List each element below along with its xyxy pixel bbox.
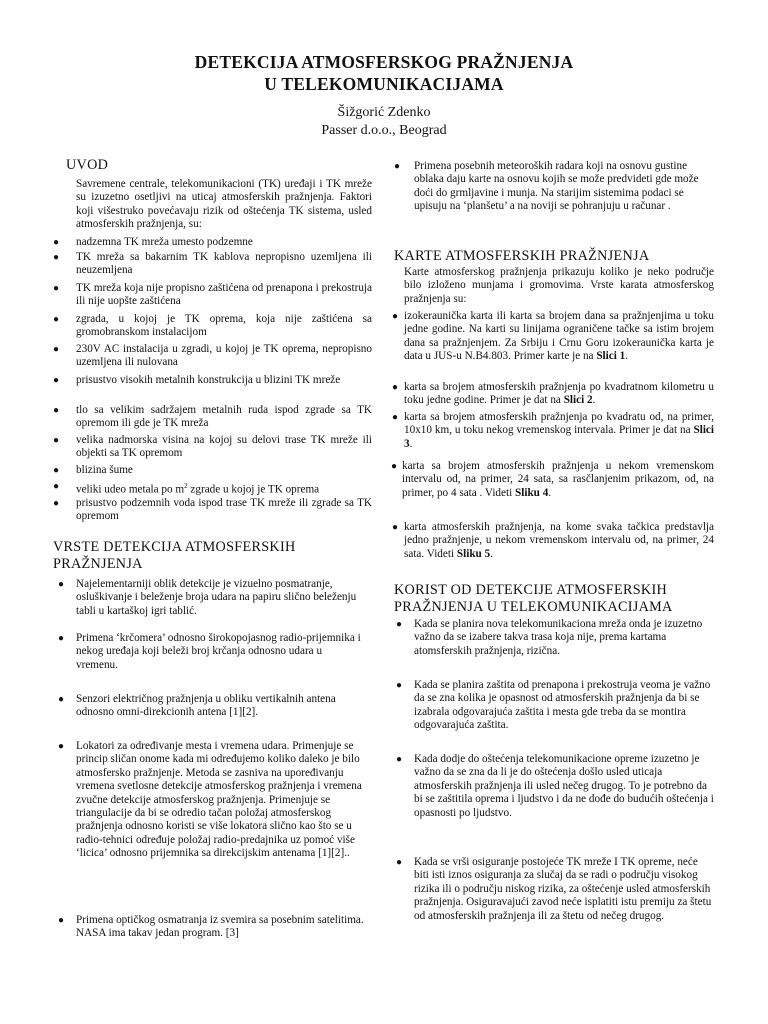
list-item: prisustvo podzemnih voda ispod trase TK mreže ili zgrade sa TK opremom <box>76 497 372 523</box>
bullet-icon: ● <box>396 680 403 691</box>
metal-item-tail: zgrade u kojoj je TK oprema <box>187 483 320 496</box>
bullet-icon: ● <box>392 522 399 533</box>
bullet-icon: ● <box>58 633 65 644</box>
section-heading-karte: KARTE ATMOSFERSKIH PRAŽNJENJA <box>394 248 650 264</box>
bullet-icon: ● <box>396 754 403 765</box>
uvod-intro-paragraph: Savremene centrale, telekomunikacioni (TK) uređaji i TK mreže su izuzetno osetljivi na uticaj atmosferskih pražnjenja. Faktori koji višestruko povećavaju rizik od oštećenja TK sistema, usled atmosferskih pražnjenja, su: <box>76 178 372 231</box>
bullet-icon: ● <box>392 311 399 322</box>
list-item <box>404 411 714 451</box>
karte-item-tail: . <box>548 486 552 499</box>
bullet-icon: ● <box>58 741 65 752</box>
karte-item-text: karta sa brojem atmosferskih pražnjenja po kvadratu od, na primer, 10x10 km, u toku nekog vremenskog intervala. Primer je dat na <box>404 411 714 437</box>
bullet-icon: ● <box>53 498 60 509</box>
figure-reference: Slici 3 <box>404 424 714 450</box>
list-item: zgrada, u kojoj je TK oprema, koja nije zaštićena sa gromobranskom instalacijom <box>76 313 372 339</box>
list-item: blizina šume <box>76 464 133 476</box>
karte-item-text: karta sa brojem atmosferskih pražnjenja po kvadratnom kilometru u toku jedne godine. Primer je dat na <box>404 381 714 407</box>
bullet-icon: ● <box>396 619 403 630</box>
bullet-icon: ● <box>58 579 65 590</box>
figure-reference: Slici 2 <box>563 394 593 407</box>
list-item: 230V AC instalacija u zgradi, u kojoj je TK oprema, nepropisno uzemljena ili nulovana <box>76 343 372 369</box>
list-item <box>76 480 372 497</box>
list-item: TK mreža sa bakarnim TK kablova nepropisno uzemljena ili neuzemljena <box>76 251 372 277</box>
metal-item-text: veliki udeo metala po m <box>76 483 185 496</box>
superscript-2: 2 <box>184 482 188 490</box>
list-item: tlo sa velikim sadržajem metalnih ruda ispod zgrade sa TK opremom ili gde je TK mreža <box>76 404 372 430</box>
section-heading-korist-line-1: KORIST OD DETEKCIJE ATMOSFERSKIH <box>394 582 668 598</box>
bullet-icon: ● <box>392 412 399 423</box>
section-heading-korist-line-2: PRAŽNJENJA U TELEKOMUNIKACIJAMA <box>394 599 673 615</box>
list-item <box>404 521 714 561</box>
author-affiliation: Passer d.o.o., Beograd <box>321 123 447 138</box>
author-name: Šižgorić Zdenko <box>337 105 431 120</box>
list-item: Kada se vrši osiguranje postojeće TK mreže I TK opreme, neće biti isti iznos osiguranja za slučaj da se radi o području visokog rizika ili o području niskog rizika, za oštećenje usled atmosferskih pražnjenja. Osiguravajući zavod neće isplatiti istu premiju za štetu od atmosferskih pražnjenja ili za štetu od nečeg drugog. <box>414 856 712 922</box>
list-item: TK mreža koja nije propisno zaštićena od prenapona i prekostruja ili nije uopšte zaštićena <box>76 282 372 308</box>
section-heading-uvod: UVOD <box>66 157 109 173</box>
bullet-icon: ● <box>53 481 60 492</box>
bullet-icon: ● <box>53 465 60 476</box>
list-item: velika nadmorska visina na kojoj su delovi trase TK mreže ili objekti sa TK opremom <box>76 434 372 460</box>
list-item <box>404 381 714 408</box>
bullet-icon: ● <box>53 435 60 446</box>
list-item: prisustvo visokih metalnih konstrukcija u blizini TK mreže <box>76 374 341 386</box>
karte-item-tail: . <box>592 394 596 407</box>
list-item <box>404 310 714 364</box>
karte-intro-paragraph: Karte atmosferskog pražnjenja prikazuju koliko je neko područje bilo izloženo munjama i gromovima. Vrste karata atmosferskog pražnjenja su: <box>404 266 714 305</box>
list-item <box>402 460 714 500</box>
section-heading-vrste-line-1: VRSTE DETEKCIJA ATMOSFERSKIH <box>53 539 296 555</box>
bullet-icon: ● <box>391 461 398 472</box>
bullet-icon: ● <box>53 405 60 416</box>
list-item: Lokatori za određivanje mesta i vremena udara. Primenjuje se princip sličan onome kada mi određujemo koliko daleko je bilo atmosfersko pražnjenje. Metoda se zasniva na upoređivanju vremena svetlosne detekcije atmosferskog pražnjenja i vremena zvučne detekcije atmosferskog pražnjenja. Primenjuje se triangulacije da bi se odredio tačan položaj atmosferskog pražnjenja odnosno koristi se više lokatora slično kao što se u radio-tehnici određuje položaj radio-predajnika uz pomoć više ‘licica’ odnosno prijemnika sa direkcijskim antenama [1][2].. <box>76 740 362 860</box>
list-item: Primena ‘krčomera’ odnosno širokopojasnog radio-prijemnika i nekog uređaja koji beleži broj krčanja odnosno udara u vremenu. <box>76 632 361 671</box>
paper-title-line-2: U TELEKOMUNIKACIJAMA <box>264 74 504 94</box>
karte-item-text: izokeraunička karta ili karta sa brojem dana sa pražnjenjima u toku jedne godine. Na karti su linijama ograničene tačke sa istim brojem dana sa pražnjenjem. Za Srbiju i Crnu Goru izokeraunička karta je data u JUS-u N.B4.803. Primer karte je na <box>404 310 714 363</box>
bullet-icon: ● <box>53 252 60 263</box>
list-item: Senzori električnog pražnjenja u obliku vertikalnih antena odnosno omni-direkcionih antena [1][2]. <box>76 693 336 719</box>
bullet-icon: ● <box>53 375 60 386</box>
list-item: Kada dodje do oštećenja telekomunikacione opreme izuzetno je važno da se zna da li je do oštećenja došlo usled uticaja atmosferskih pražnjenja ili usled nečeg drugog. To je potrebno da bi se zaštitila oprema i ljudstvo i da ne dođe do budućih oštećenja i opasnosti po ljudstvo. <box>414 753 714 819</box>
bullet-icon: ● <box>53 314 60 325</box>
bullet-icon: ● <box>53 344 60 355</box>
list-item: Najelementarniji oblik detekcije je vizuelno posmatranje, osluškivanje i beleženje broja udara na papiru slično beleženju tabli u kartaškoj igri tablić. <box>76 578 357 617</box>
list-item: Primena optičkog osmatranja iz svemira sa posebnim satelitima. NASA ima takav jedan program. [3] <box>76 914 364 940</box>
karte-item-tail: . <box>409 437 413 450</box>
karte-item-text: karta atmosferskih pražnjenja, na kome svaka tačkica predstavlja jedno pražnjenje, u nekom vremenskom intervalu od, na primer, 24 sata. Videti <box>404 521 714 560</box>
list-item: Primena posebnih meteoroških radara koji na osnovu gustine oblaka daju karte na osnovu kojih se može predvideti gde može doći do grmljavine i munja. Na starijim sistemima podaci se upisuju na ‘planšetu’ a na noviji se pohranjuju u računar . <box>414 160 699 213</box>
bullet-icon: ● <box>53 283 60 294</box>
section-heading-vrste-line-2: PRAŽNJENJA <box>53 556 143 572</box>
bullet-icon: ● <box>392 382 399 393</box>
figure-reference: Sliku 5 <box>456 547 491 560</box>
bullet-icon: ● <box>396 857 403 868</box>
list-item: Kada se planira zaštita od prenapona i prekostruja veoma je važno da se zna kolika je opasnost od atmosferskih pražnjenja da bi se izabrala odgovarajuća zaštita i mesta gde treba da se montira odgovarajuća zaštita. <box>414 679 711 732</box>
figure-reference: Sliku 4 <box>515 486 549 499</box>
paper-title-line-1: DETEKCIJA ATMOSFERSKOG PRAŽNJENJA <box>194 52 574 72</box>
bullet-icon: ● <box>53 237 60 248</box>
list-item: nadzemna TK mreža umesto podzemne <box>76 236 253 248</box>
bullet-icon: ● <box>58 915 65 926</box>
list-item: Kada se planira nova telekomunikaciona mreža onda je izuzetno važno da se izabere takva trasa koja nije, prema kartama atomsferskih pražnjenja, rizična. <box>414 618 703 657</box>
bullet-icon: ● <box>394 161 401 172</box>
bullet-icon: ● <box>58 694 65 705</box>
karte-item-text: karta sa brojem atmosferskih pražnjenja u nekom vremenskom intervalu od, na primer, 24 sata, sa rasčlanjenim prikazom, od, na primer, po 4 sata . Videti <box>402 460 714 499</box>
karte-item-tail: . <box>490 547 493 560</box>
figure-reference: Slici 1 <box>596 350 626 363</box>
karte-item-tail: . <box>625 350 629 363</box>
